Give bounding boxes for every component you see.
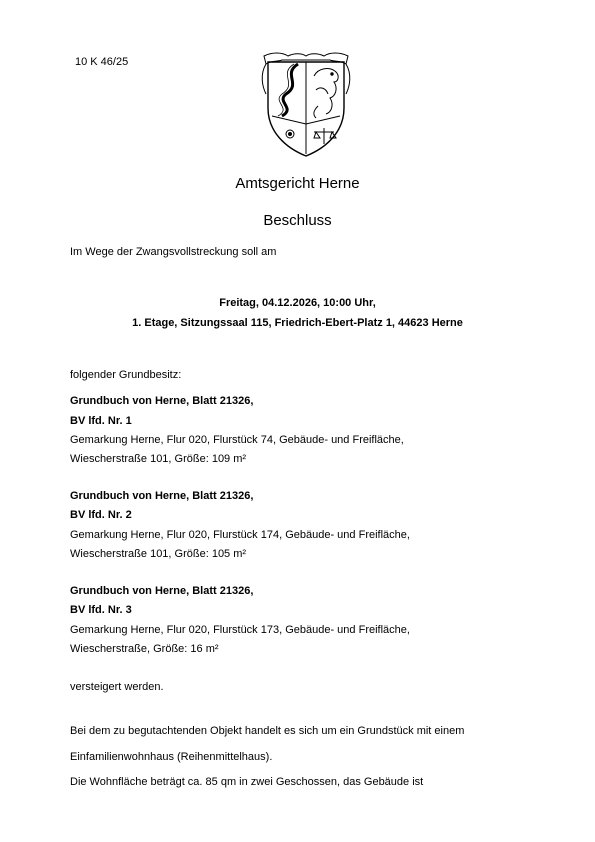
property-heading: folgender Grundbesitz: (70, 369, 182, 381)
parcel-register: Grundbuch von Herne, Blatt 21326, (70, 395, 254, 407)
parcel-description: Gemarkung Herne, Flur 020, Flurstück 174, Gebäude- und Freifläche, (70, 529, 410, 541)
object-line: Einfamilienwohnhaus (Reihenmittelhaus). (70, 751, 273, 763)
appointment-date: Freitag, 04.12.2026, 10:00 Uhr, (219, 297, 376, 309)
object-line: Bei dem zu begutachtenden Objekt handelt es sich um ein Grundstück mit einem (70, 725, 465, 737)
parcel-register: Grundbuch von Herne, Blatt 21326, (70, 585, 254, 597)
case-number: 10 K 46/25 (75, 56, 129, 68)
state-coat-of-arms-icon (258, 50, 354, 158)
parcel-description: Gemarkung Herne, Flur 020, Flurstück 74, Gebäude- und Freifläche, (70, 434, 404, 446)
closing-text: versteigert werden. (70, 681, 164, 693)
decision-title: Beschluss (263, 212, 332, 229)
parcel-description: Gemarkung Herne, Flur 020, Flurstück 173, Gebäude- und Freifläche, (70, 624, 410, 636)
object-line: Die Wohnfläche beträgt ca. 85 qm in zwei Geschossen, das Gebäude ist (70, 776, 424, 788)
parcel-register: Grundbuch von Herne, Blatt 21326, (70, 490, 254, 502)
parcel-address: Wiescherstraße 101, Größe: 105 m² (70, 548, 247, 560)
parcel-entry: BV lfd. Nr. 2 (70, 509, 132, 521)
intro-text: Im Wege der Zwangsvollstreckung soll am (70, 246, 277, 258)
court-name: Amtsgericht Herne (235, 175, 360, 192)
parcel-address: Wiescherstraße 101, Größe: 109 m² (70, 453, 247, 465)
parcel-entry: BV lfd. Nr. 3 (70, 604, 132, 616)
parcel-address: Wiescherstraße, Größe: 16 m² (70, 643, 219, 655)
appointment-place: 1. Etage, Sitzungssaal 115, Friedrich-Ebert-Platz 1, 44623 Herne (132, 317, 463, 329)
parcel-entry: BV lfd. Nr. 1 (70, 415, 132, 427)
